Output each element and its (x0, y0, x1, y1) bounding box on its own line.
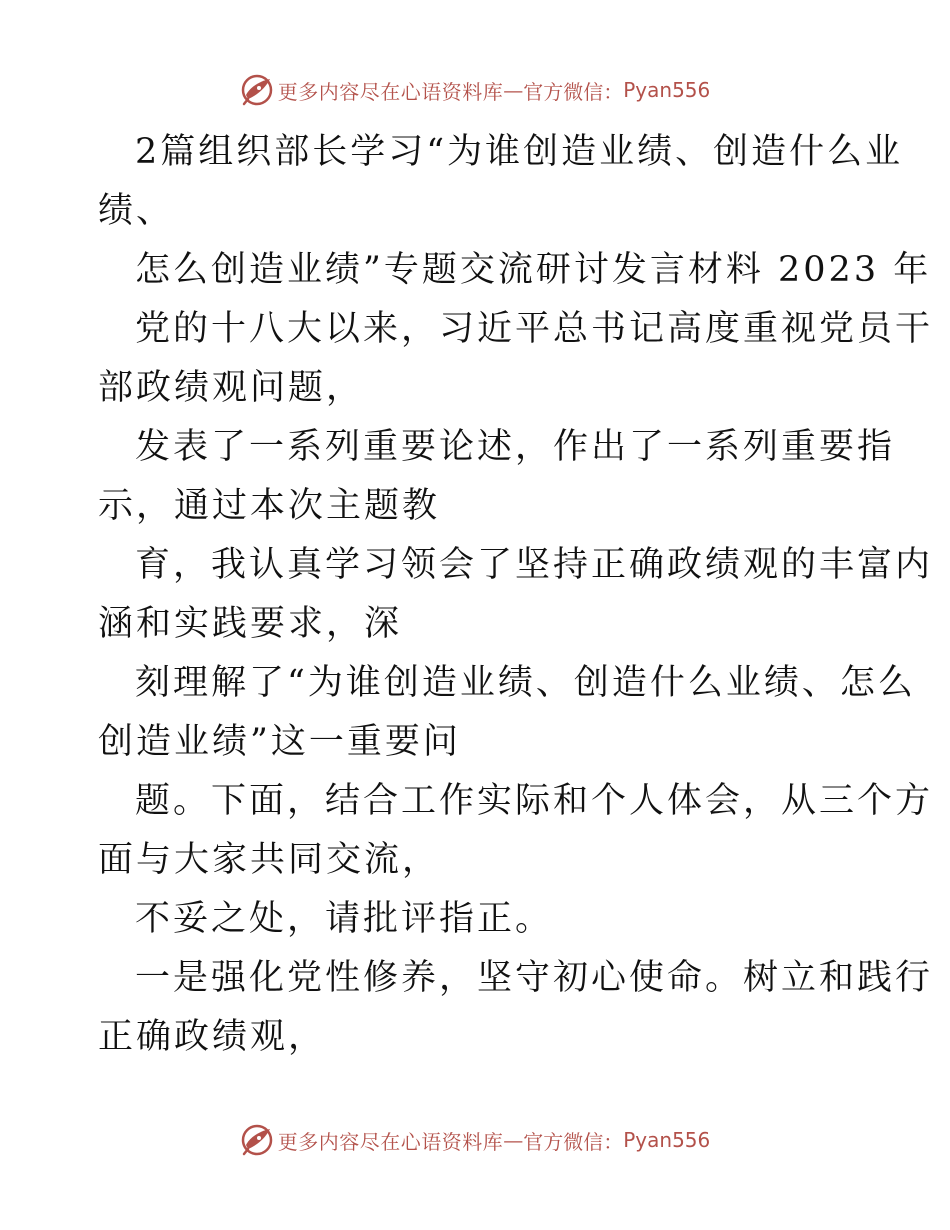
body-line-12: 题。下面，结合工作实际和个人体会，从三个方 (135, 781, 934, 821)
body-line-14: 不妥之处，请批评指正。 (135, 899, 554, 939)
body-line-10: 刻理解了“为谁创造业绩、创造什么业绩、怎么 (135, 663, 916, 703)
document-body (98, 123, 934, 1067)
header-wechat-label: 官方微信： (523, 79, 624, 104)
body-line-8: 育，我认真学习领会了坚持正确政绩观的丰富内 (135, 545, 934, 585)
footer-wechat-label: 官方微信： (523, 1129, 624, 1154)
footer-separator: — (503, 1128, 524, 1152)
body-line-11: 创造业绩”这一重要问 (98, 722, 461, 762)
body-line-13: 面与大家共同交流， (98, 840, 441, 880)
header-banner (0, 70, 950, 110)
body-line-2: 绩、 (98, 191, 175, 231)
header-site-text: 更多内容尽在心语资料库 (277, 79, 504, 104)
body-line-3: 怎么创造业绩”专题交流研讨发言材料 2023 年 (135, 250, 932, 290)
footer-banner (0, 1120, 950, 1160)
pen-nib-logo-icon (240, 1123, 274, 1157)
body-line-5: 部政绩观问题， (98, 368, 365, 408)
body-line-9: 涵和实践要求，深 (98, 604, 403, 644)
body-line-15: 一是强化党性修养，坚守初心使命。树立和践行 (135, 958, 934, 998)
body-line-1: 2篇组织部长学习“为谁创造业绩、创造什么业 (135, 132, 904, 172)
header-separator: — (503, 78, 524, 102)
footer-site-text: 更多内容尽在心语资料库 (277, 1129, 504, 1154)
pen-nib-logo-icon (240, 73, 274, 107)
body-line-7: 示，通过本次主题教 (98, 486, 441, 526)
footer-wechat-id: Pyan556 (623, 1128, 711, 1152)
body-line-6: 发表了一系列重要论述，作出了一系列重要指 (135, 427, 896, 467)
header-wechat-id: Pyan556 (623, 78, 711, 102)
body-line-4: 党的十八大以来，习近平总书记高度重视党员干 (135, 309, 934, 349)
body-line-16: 正确政绩观， (98, 1017, 327, 1057)
